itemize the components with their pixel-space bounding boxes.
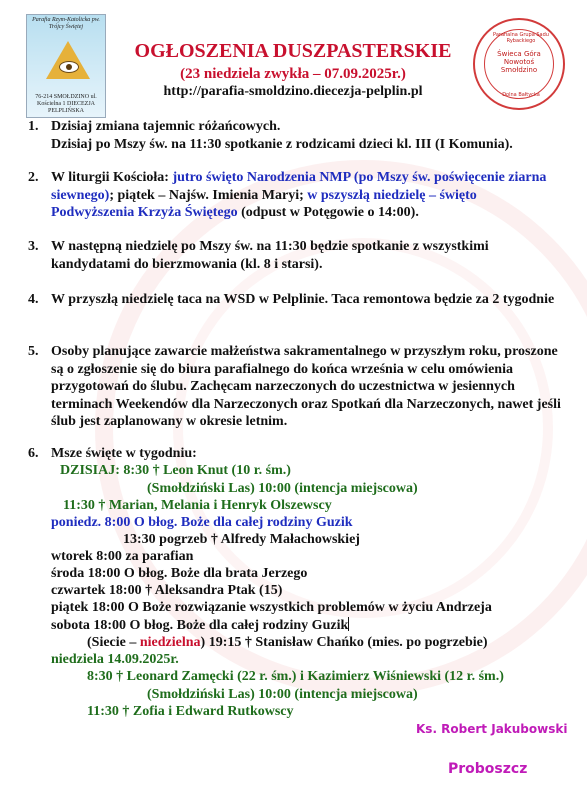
item-number: 3. [28,239,39,254]
page-subtitle: (23 niedziela zwykła – 07.09.2025r.) [180,66,406,82]
seal-top-arc: Parafialna Grupa Sadu Rybackiego [493,32,549,44]
next-sunday-date: niedziela 14.09.2025r. [51,652,179,667]
parish-logo [26,14,106,118]
mass-tuesday: wtorek 8:00 za parafian [51,549,194,564]
item-number: 1. [28,119,39,134]
mass-today-1130: 11:30 † Marian, Melania i Henryk Olszewscy [63,498,332,513]
priest-role: Proboszcz [448,761,528,777]
masses-number: 6. [28,446,39,461]
announcement-1 [28,118,563,153]
mass-saturday-siecie: (Siecie – niedzielna) 19:15 † Stanisław Chańko (mies. po pogrzebie) [87,635,488,650]
seal-bottom-arc: Dolna Bałtycka [502,92,540,98]
item-number: 4. [28,292,39,307]
announcement-text: W następną niedzielę po Mszy św. na 11:30 będzie spotkanie z wszystkimi kandydatami do bierzmowania (kl. 8 i starsi). [51,239,489,272]
mass-monday: poniedz. 8:00 O błog. Boże dla całej rodziny Guzik [51,515,353,530]
mass-monday-funeral: 13:30 pogrzeb † Alfredy Małachowskiej [123,532,360,547]
mass-next-sunday-las: (Smołdziński Las) 10:00 (intencja miejscowa) [147,687,418,702]
mass-friday: piątek 18:00 O Boże rozwiązanie wszystkich problemów w życiu Andrzeja [51,600,492,615]
page-title: OGŁOSZENIA DUSZPASTERSKIE [134,40,452,62]
feast-holy-cross: w pszyszłą niedzielę – święto Podwyższenia Krzyża Świętego [51,187,477,220]
mass-thursday: czwartek 18:00 † Aleksandra Ptak (15) [51,583,283,598]
mass-today-las: (Smołdziński Las) 10:00 (intencja miejscowa) [147,481,418,496]
announcement-text: Osoby planujące zawarcie małżeństwa sakramentalnego w przyszłym roku, proszone są o zgłoszenie się do biura parafialnego do końca września w celu omówienia przygotowań do ślubu. Zachęcam narzeczonych do uczestnictwa w jesiennych terminach Weekendów dla Narzeczonych oraz Spotkań dla Narzeczonych, nawet jeśli ślub jest zaplanowany w okresie letnim. [51,344,561,429]
priest-name: Ks. Robert Jakubowski [416,722,568,736]
announcement-4 [28,291,563,309]
announcement-3 [28,238,563,273]
mass-next-sunday-1130: 11:30 † Zofia i Edward Rutkowscy [87,704,294,719]
mass-next-sunday-830: 8:30 † Leonard Zamęcki (22 r. śm.) i Kazimierz Wiśniewski (12 r. śm.) [87,669,504,684]
announcement-text: W przyszłą niedzielę taca na WSD w Pelplinie. Taca remontowa będzie za 2 tygodnie [51,292,555,307]
announcement-line: Dzisiaj zmiana tajemnic różańcowych. [51,119,281,134]
announcement-line: Dzisiaj po Mszy św. na 11:30 spotkanie z rodzicami dzieci kl. III (I Komunia). [51,136,513,152]
liturgy-label: W liturgii Kościoła: [51,170,173,185]
mass-wednesday: środa 18:00 O błog. Boże dla brata Jerzego [51,566,308,581]
masses-heading: Msze święte w tygodniu: [51,446,197,461]
logo-caption-bottom: 76-214 SMOŁDZINO ul. Kościelna 1 DIECEZJA PELPLIŃSKA [35,94,97,114]
item-number: 5. [28,344,39,359]
mass-today: DZISIAJ: 8:30 † Leon Knut (10 r. śm.) [60,463,291,478]
text-cursor [348,617,349,631]
announcement-2 [28,169,563,222]
mass-saturday: sobota 18:00 O błog. Boże dla całej rodziny Guzik [51,618,349,633]
item-number: 2. [28,170,39,185]
eye-of-providence-icon [46,41,90,79]
feast-nativity: jutro święto Narodzenia NMP (po Mszy św. poświęcenie ziarna siewnego) [51,170,547,203]
liturgy-indulgence: (odpust w Potęgowie o 14:00). [237,205,419,220]
parish-url: http://parafia-smoldzino.diecezja-pelplin.pl [163,84,423,99]
parish-seal [473,18,565,110]
logo-caption-top: Parafia Rzym-Katolicka pw. Trójcy Świętej [32,17,100,30]
announcement-5 [28,343,563,431]
liturgy-friday: ; piątek – Najśw. Imienia Maryi; [109,187,308,203]
seal-center-text: Świeca Góra Nowotoś Smołdzino [497,50,541,74]
